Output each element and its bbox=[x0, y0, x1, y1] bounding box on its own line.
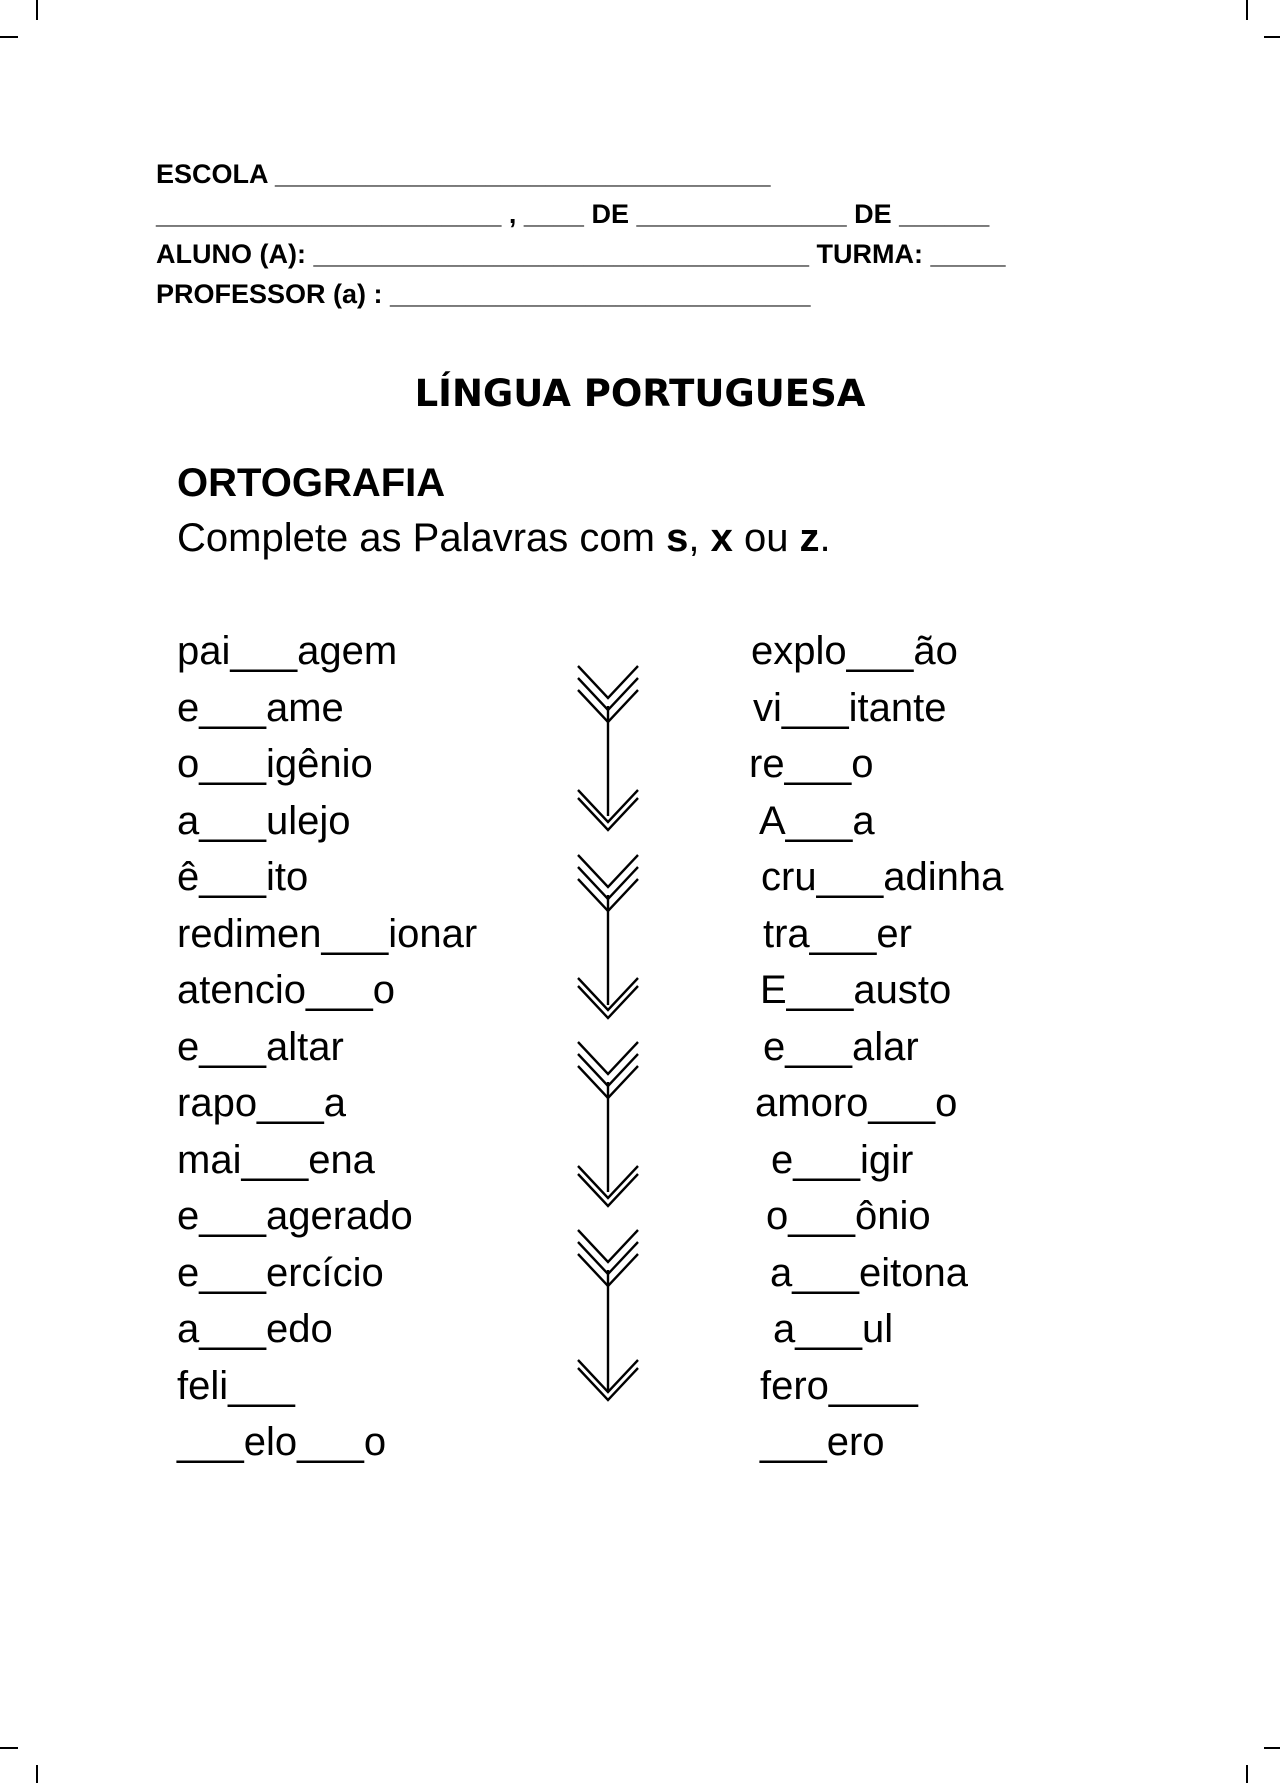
instruction-prefix: Complete as Palavras com bbox=[177, 516, 667, 560]
left-word-11[interactable]: e___agerado bbox=[177, 1194, 413, 1238]
right-word-14[interactable]: fero____ bbox=[760, 1363, 918, 1408]
left-word-2[interactable]: e___ame bbox=[177, 685, 344, 730]
left-word-5[interactable]: ê___ito bbox=[177, 855, 309, 899]
right-word-2[interactable]: vi___itante bbox=[753, 685, 947, 730]
left-word-6[interactable]: redimen___ionar bbox=[177, 911, 478, 956]
instruction-suffix: . bbox=[819, 516, 831, 560]
aluno-turma-field[interactable]: ALUNO (A): _________________________________ TURMA: _____ bbox=[156, 239, 1006, 269]
arrow-divider-icon bbox=[560, 650, 660, 1410]
right-word-13[interactable]: a___ul bbox=[773, 1307, 894, 1351]
right-word-3[interactable]: re___o bbox=[749, 742, 874, 786]
left-word-14[interactable]: feli___ bbox=[177, 1363, 295, 1408]
left-word-15[interactable]: ___elo___o bbox=[177, 1420, 387, 1464]
letter-s: s bbox=[666, 516, 689, 560]
arrow-1 bbox=[578, 666, 638, 830]
right-word-8[interactable]: e___alar bbox=[763, 1024, 919, 1069]
right-word-6[interactable]: tra___er bbox=[763, 911, 912, 956]
crop-mark-bottom-left-h bbox=[0, 1747, 18, 1749]
crop-mark-bottom-right-h bbox=[1264, 1747, 1280, 1749]
crop-mark-bottom-left-v bbox=[36, 1765, 38, 1783]
crop-mark-top-left-v bbox=[36, 0, 38, 20]
left-word-3[interactable]: o___igênio bbox=[177, 742, 373, 786]
arrow-4 bbox=[578, 1230, 638, 1400]
professor-field[interactable]: PROFESSOR (a) : ____________________________ bbox=[156, 279, 811, 309]
left-word-4[interactable]: a___ulejo bbox=[177, 798, 351, 843]
right-word-15[interactable]: ___ero bbox=[760, 1420, 885, 1464]
left-word-9[interactable]: rapo___a bbox=[177, 1081, 347, 1125]
arrow-2 bbox=[578, 855, 638, 1018]
left-word-8[interactable]: e___altar bbox=[177, 1024, 344, 1069]
escola-field[interactable]: ESCOLA _________________________________ bbox=[156, 159, 771, 189]
right-word-1[interactable]: explo___ão bbox=[751, 629, 958, 673]
arrow-3 bbox=[578, 1042, 638, 1206]
right-word-10[interactable]: e___igir bbox=[771, 1137, 914, 1182]
left-word-list bbox=[177, 623, 477, 1471]
right-word-4[interactable]: A___a bbox=[759, 798, 875, 843]
crop-mark-top-right-v bbox=[1246, 0, 1248, 20]
crop-mark-top-left-h bbox=[0, 36, 18, 38]
section-title: ORTOGRAFIA bbox=[177, 461, 446, 505]
right-word-12[interactable]: a___eitona bbox=[770, 1250, 968, 1295]
right-word-5[interactable]: cru___adinha bbox=[761, 855, 1004, 899]
right-word-7[interactable]: E___austo bbox=[760, 968, 952, 1012]
letter-z: z bbox=[799, 516, 820, 560]
left-word-7[interactable]: atencio___o bbox=[177, 968, 395, 1012]
instruction-sep2: ou bbox=[732, 516, 800, 560]
right-word-9[interactable]: amoro___o bbox=[755, 1081, 958, 1125]
page-title: LÍNGUA PORTUGUESA bbox=[414, 372, 866, 415]
instruction-sep1: , bbox=[688, 516, 711, 560]
left-word-1[interactable]: pai___agem bbox=[177, 629, 398, 673]
letter-x: x bbox=[710, 516, 733, 560]
left-word-12[interactable]: e___ercício bbox=[177, 1250, 384, 1295]
right-word-list bbox=[745, 623, 1003, 1471]
left-word-13[interactable]: a___edo bbox=[177, 1307, 333, 1351]
crop-mark-top-right-h bbox=[1264, 36, 1280, 38]
date-field[interactable]: _______________________ , ____ DE ______________ DE ______ bbox=[156, 199, 990, 229]
right-word-11[interactable]: o___ônio bbox=[766, 1194, 931, 1238]
crop-mark-bottom-right-v bbox=[1246, 1765, 1248, 1783]
left-word-10[interactable]: mai___ena bbox=[177, 1137, 375, 1182]
instruction bbox=[177, 513, 831, 563]
